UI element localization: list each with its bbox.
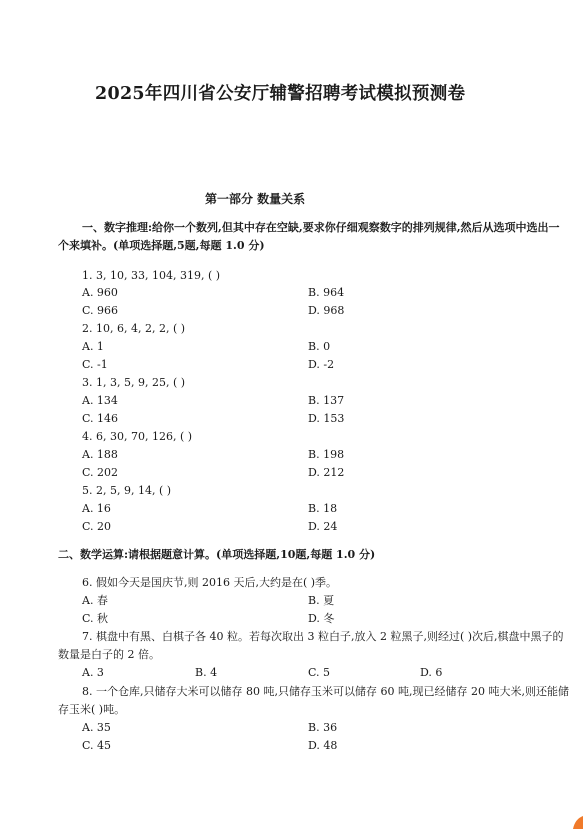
option-a: A. 16 bbox=[82, 502, 111, 515]
question-stem: 5. 2, 5, 9, 14, ( ) bbox=[82, 484, 172, 497]
option-b: B. 4 bbox=[195, 666, 218, 679]
exam-title: 2025年四川省公安厅辅警招聘考试模拟预测卷 bbox=[95, 84, 466, 104]
question-stem: 8. 一个仓库,只储存大米可以储存 80 吨,只储存玉米可以储存 60 吨,现已经储存 20 吨大米,则还能储存玉米( )吨。 bbox=[58, 685, 569, 716]
option-a: A. 35 bbox=[82, 721, 111, 734]
question-stem: 7. 棋盘中有黑、白棋子各 40 粒。若每次取出 3 粒白子,放入 2 粒黑子,则经过( )次后,棋盘中黑子的数量是白子的 2 倍。 bbox=[58, 630, 564, 661]
page-curl-icon bbox=[569, 813, 583, 829]
option-d: D. 153 bbox=[308, 412, 345, 425]
option-b: B. 198 bbox=[308, 448, 345, 461]
option-a: A. 960 bbox=[82, 286, 118, 299]
section2-heading: 二、数学运算:请根据题意计算。(单项选择题,10题,每题 1.0 分) bbox=[58, 548, 376, 561]
option-b: B. 18 bbox=[308, 502, 338, 515]
option-a: A. 春 bbox=[82, 594, 108, 607]
part-heading: 第一部分 数量关系 bbox=[205, 192, 306, 206]
question-stem: 3. 1, 3, 5, 9, 25, ( ) bbox=[82, 376, 186, 389]
option-c: C. 5 bbox=[308, 666, 331, 679]
question-stem: 2. 10, 6, 4, 2, 2, ( ) bbox=[82, 322, 186, 335]
option-c: C. -1 bbox=[82, 358, 108, 371]
question-stem: 6. 假如今天是国庆节,则 2016 天后,大约是在( )季。 bbox=[82, 576, 338, 589]
option-d: D. 6 bbox=[420, 666, 443, 679]
option-d: D. 24 bbox=[308, 520, 338, 533]
option-b: B. 137 bbox=[308, 394, 345, 407]
option-c: C. 秋 bbox=[82, 612, 109, 625]
option-c: C. 966 bbox=[82, 304, 119, 317]
option-a: A. 1 bbox=[82, 340, 104, 353]
option-d: D. -2 bbox=[308, 358, 335, 371]
option-c: C. 45 bbox=[82, 739, 112, 752]
option-c: C. 202 bbox=[82, 466, 119, 479]
option-b: B. 0 bbox=[308, 340, 331, 353]
question-stem: 4. 6, 30, 70, 126, ( ) bbox=[82, 430, 193, 443]
option-b: B. 36 bbox=[308, 721, 338, 734]
option-b: B. 夏 bbox=[308, 594, 335, 607]
option-d: D. 48 bbox=[308, 739, 338, 752]
option-b: B. 964 bbox=[308, 286, 345, 299]
section1-heading: 一、数字推理:给你一个数列,但其中存在空缺,要求你仔细观察数字的排列规律,然后从选项中选出一个来填补。(单项选择题,5题,每题 1.0 分) bbox=[58, 221, 560, 252]
option-a: A. 188 bbox=[82, 448, 118, 461]
option-a: A. 3 bbox=[82, 666, 104, 679]
option-c: C. 20 bbox=[82, 520, 112, 533]
question-stem: 1. 3, 10, 33, 104, 319, ( ) bbox=[82, 269, 221, 282]
option-d: D. 968 bbox=[308, 304, 345, 317]
option-d: D. 212 bbox=[308, 466, 345, 479]
option-c: C. 146 bbox=[82, 412, 119, 425]
option-a: A. 134 bbox=[82, 394, 118, 407]
option-d: D. 冬 bbox=[308, 612, 335, 625]
